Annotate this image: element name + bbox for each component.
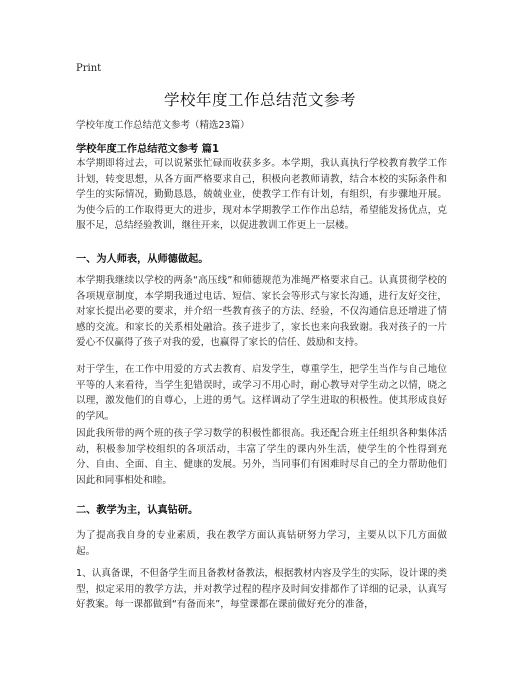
heading-ethics: 一、为人师表，从师德做起。 [76, 254, 209, 265]
print-label[interactable]: Print [76, 63, 102, 74]
paragraph-ethics: 本学期我继续以学校的两条“高压线”和师德规范为准绳严格要求自己。认真贯彻学校的各项规章制度，本学期我通过电话、短信、家长会等形式与家长沟通，进行友好交往，对家长提出必要的要求，并介绍一些教育孩子的方法、经验，不仅沟通信息还增进了情感的交流。和家长的关系相处融洽。孩子进步了，家长也来向我致谢。我对孩子的一片爱心不仅赢得了孩子对我的爱，也赢得了家长的信任、鼓励和支持。 [76, 275, 447, 349]
paragraph-activities: 因此我所带的两个班的孩子学习数学的积极性都很高。我还配合班主任组织各种集体活动，积极参加学校组织的各项活动，丰富了学生的课内外生活，使学生的个性得到充分、自由、全面、自主、健康的发展。另外，当同事们有困难时尽自己的全力帮助他们因此和同事相处和睦。 [76, 428, 447, 486]
paragraph-lesson-prep: 1、认真备课，不但备学生而且备教材备教法，根据教材内容及学生的实际，设计课的类型，拟定采用的教学方法，并对教学过程的程序及时间安排都作了详细的记录，认真写好教案。每一课都做到“有备而来”，每堂课都在课前做好充分的准备， [76, 568, 447, 611]
document-subtitle: 学校年度工作总结范文参考（精选23篇） [76, 120, 250, 131]
section-title: 学校年度工作总结范文参考 篇1 [76, 144, 220, 155]
paragraph-intro: 本学期即将过去，可以说紧张忙碌而收获多多。本学期，我认真执行学校教育教学工作计划，转变思想，从各方面严格要求自己，积极向老教师请教，结合本校的实际条件和学生的实际情况，勤勤恳恳，兢兢业业，使教学工作有计划，有组织，有步骤地开展。为使今后的工作取得更大的进步，现对本学期教学工作作出总结，希望能发扬优点，克服不足，总结经验教训，继往开来，以促进教训工作更上一层楼。 [76, 158, 447, 232]
paragraph-teaching-intro: 为了提高我自身的专业素质，我在教学方面认真钻研努力学习，主要从以下几方面做起。 [76, 530, 447, 557]
document-title: 学校年度工作总结范文参考 [163, 91, 356, 109]
heading-teaching: 二、教学为主，认真钻研。 [76, 505, 199, 516]
paragraph-students: 对于学生，在工作中用爱的方式去教育、启发学生，尊重学生，把学生当作与自己地位平等的人来看待，当学生犯错误时，或学习不用心时，耐心教导对学生动之以情，晓之以理，激发他们的自尊心，上进的勇气。这样调动了学生进取的积极性。使其形成良好的学风。 [76, 364, 447, 422]
